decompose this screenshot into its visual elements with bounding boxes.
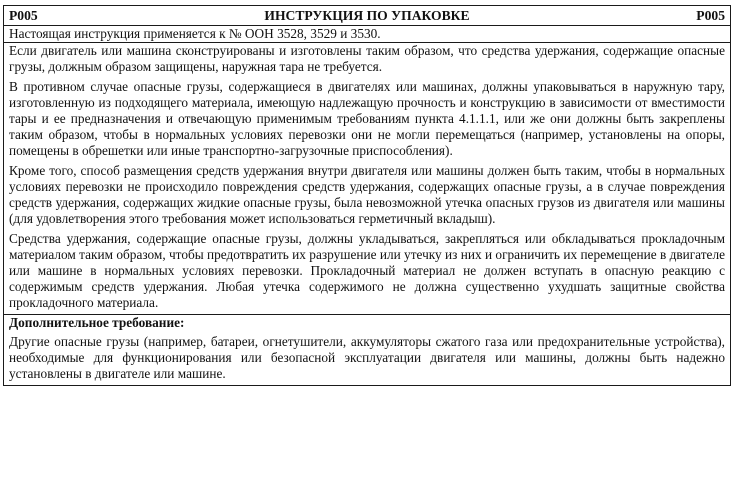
paragraph-no-outer-packaging: Если двигатель или машина сконструированы и изготовлены таким образом, что средства удержания, содержащие опасные грузы, должным образом защищены, наружная тара не требуется. <box>9 43 725 74</box>
paragraph-containment-placement: Кроме того, способ размещения средств удержания внутри двигателя или машины должен быть таким, чтобы в нормальных условиях перевозки не происходило повреждения средств удержания, содержащих опасные грузы, а в случае повреждения средств удержания, содержащих жидкие опасные грузы, была невозможной утечка опасных грузов из двигателя или машины (для удовлетворения этого требования может использоваться герметичный вкладыш). <box>9 163 725 226</box>
paragraph-cushioning-material: Средства удержания, содержащие опасные грузы, должны укладываться, закрепляться или обкладываться прокладочным материалом таким образом, чтобы предотвратить их разрушение или утечку из них и ограничить их перемещение в двигателе или машине в нормальных условиях перевозки. Прокладочный материал не должен вступать в опасную реакцию с содержимым средств удержания. Любая утечка содержимого не должна существенно ухудшать защитные свойства прокладочного материала. <box>9 231 725 310</box>
packing-instruction-table <box>3 5 731 386</box>
requirements-row <box>4 43 731 315</box>
instruction-code-right: P005 <box>696 8 725 23</box>
header-row <box>4 6 731 26</box>
additional-requirement-row <box>4 315 731 386</box>
scope-text: Настоящая инструкция применяется к № ООН 3528, 3529 и 3530. <box>4 26 731 43</box>
paragraph-outer-packaging: В противном случае опасные грузы, содержащиеся в двигателях или машинах, должны упаковываться в наружную тару, изготовленную из подходящего материала, имеющую надлежащую прочность и конструкцию в зависимости от вместимости тары и ее предназначения и отвечающую применимым требованиям пункта 4.1.1.1, или же они должны быть закреплены таким образом, чтобы в нормальных условиях перевозки они не могли перемещаться (например, установлены на опоры, помещены в обрешетки или иные транспортно-загрузочные приспособления). <box>9 79 725 158</box>
instruction-title: ИНСТРУКЦИЯ ПО УПАКОВКЕ <box>264 8 470 23</box>
header-cell <box>4 6 731 26</box>
requirements-cell <box>4 43 731 315</box>
additional-requirement-text: Другие опасные грузы (например, батареи, огнетушители, аккумуляторы сжатого газа или предохранительные устройства), необходимые для функционирования или безопасной эксплуатации двигателя или машины, должны быть надежно установлены в двигателе или машине. <box>9 334 725 381</box>
additional-requirement-cell <box>4 315 731 386</box>
instruction-code-left: P005 <box>9 8 38 23</box>
additional-requirement-title: Дополнительное требование: <box>9 315 185 330</box>
scope-row <box>4 26 731 43</box>
